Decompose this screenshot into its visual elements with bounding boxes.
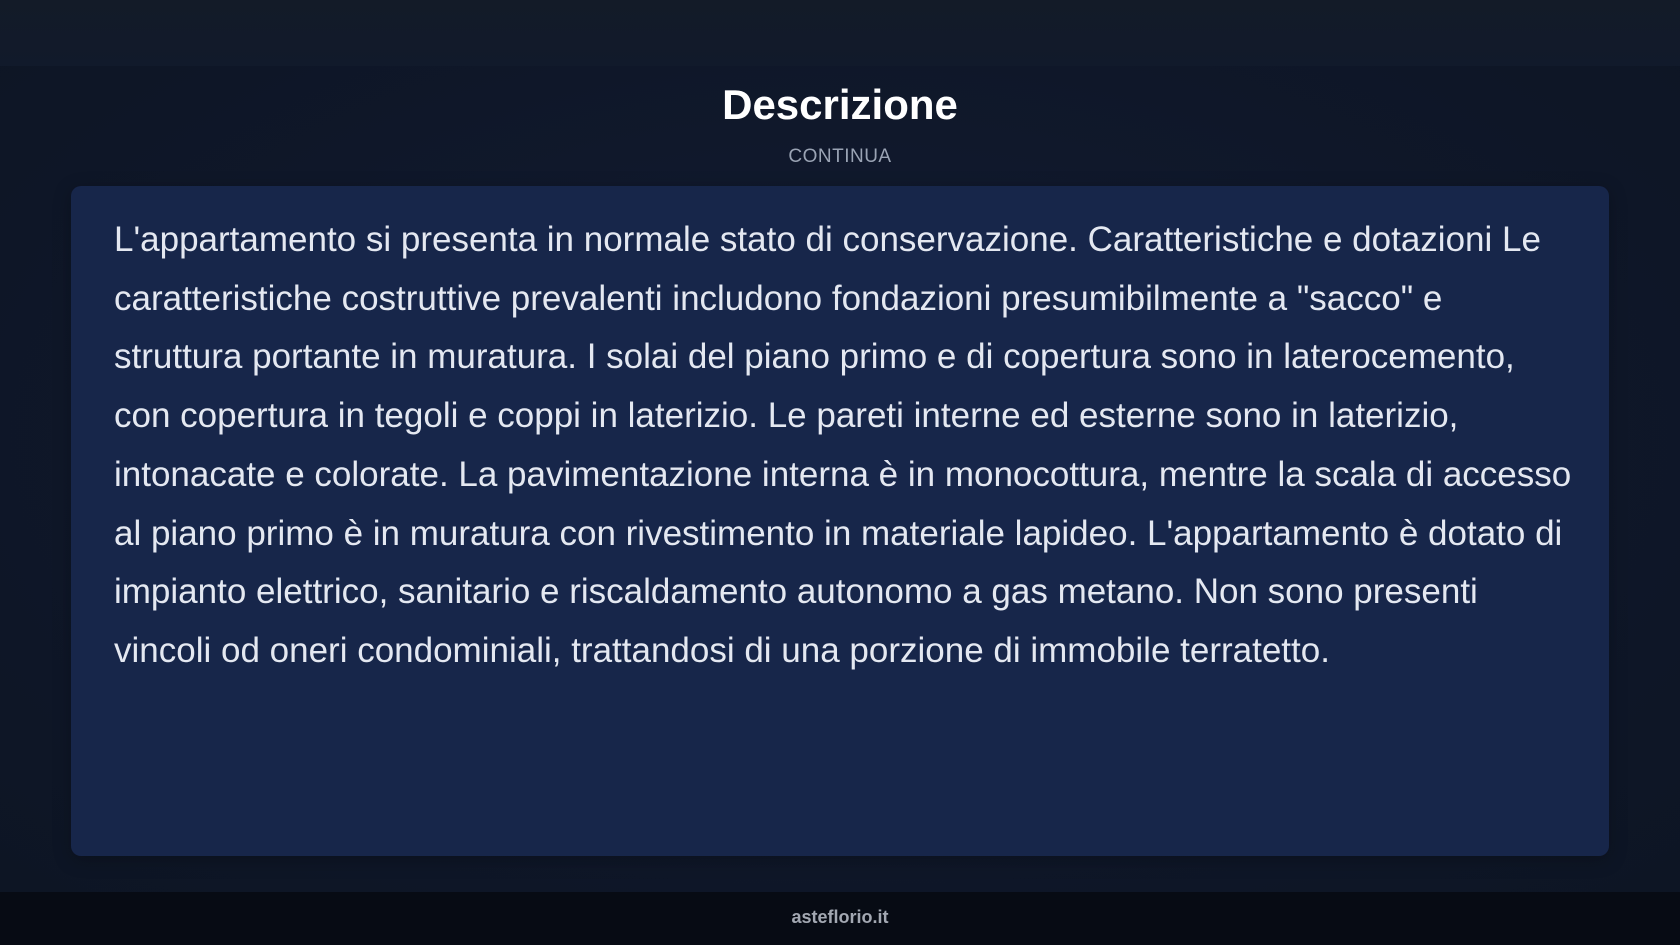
page-title: Descrizione <box>722 81 958 128</box>
description-text: L'appartamento si presenta in normale stato di conservazione. Caratteristiche e dotazioni Le caratteristiche costruttive prevalenti includono fondazioni presumibilmente a "sacco" e struttura portante in muratura. I solai del piano primo e di copertura sono in laterocemento, con copertura in tegoli e coppi in laterizio. Le pareti interne ed esterne sono in laterizio, intonacate e colorate. La pavimentazione interna è in monocottura, mentre la scala di accesso al piano primo è in muratura con rivestimento in materiale lapideo. L'appartamento è dotato di impianto elettrico, sanitario e riscaldamento autonomo a gas metano. Non sono presenti vincoli od oneri condominiali, trattandosi di una porzione di immobile terratetto. <box>114 220 1572 670</box>
top-band <box>0 0 1680 66</box>
page-subtitle: CONTINUA <box>788 146 892 167</box>
description-card <box>71 186 1609 856</box>
footer-site-label: asteflorio.it <box>791 907 889 927</box>
